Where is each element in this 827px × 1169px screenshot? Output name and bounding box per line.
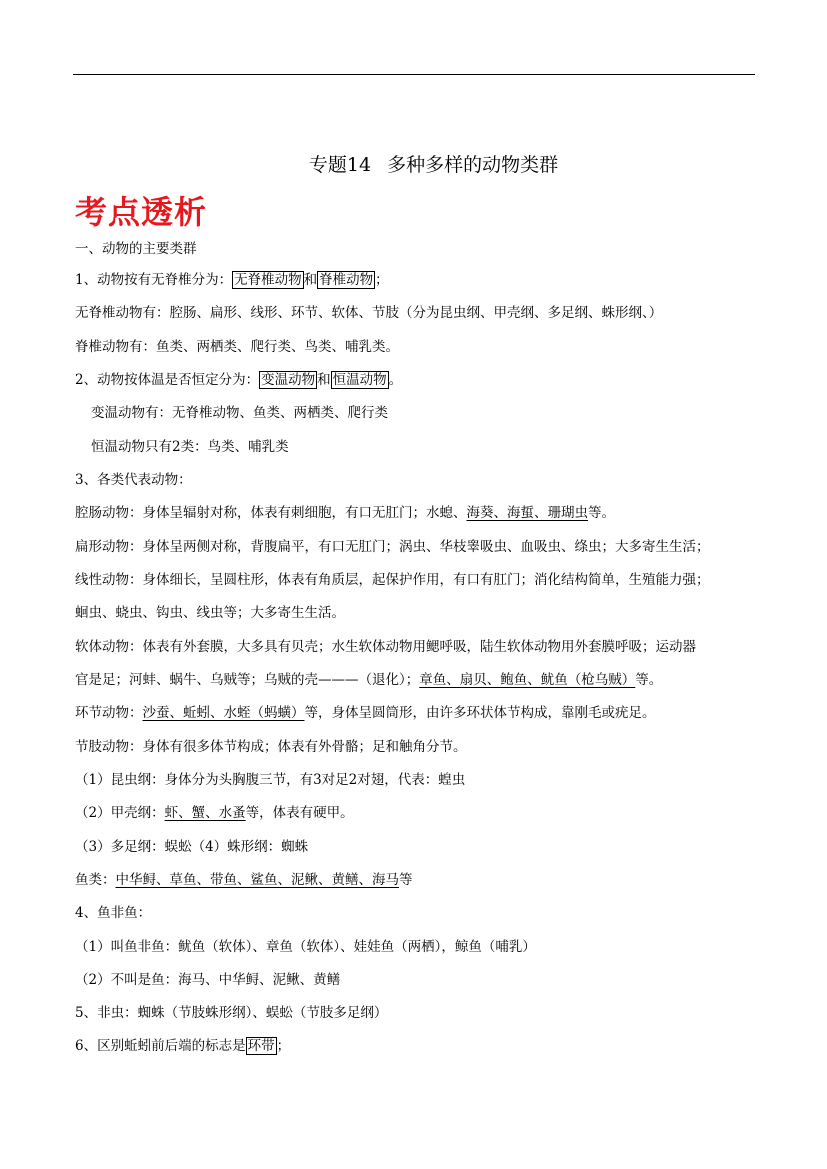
line-fish-not-named-fish: （2）不叫是鱼：海马、中华鲟、泥鳅、黄鳝 — [75, 972, 341, 988]
line-platyhelminthes: 扁形动物：身体呈两侧对称，背腹扁平，有口无肛门；涡虫、华枝睾吸虫、血吸虫、绦虫；大多寄生生活； — [75, 539, 710, 555]
underlined-answer: 海葵、海蜇、珊瑚虫 — [466, 505, 588, 521]
underlined-answer: 章鱼、扇贝、鲍鱼、鱿鱼（枪乌贼） — [419, 672, 636, 688]
line-endotherms: 恒温动物只有2类：鸟类、哺乳类 — [91, 439, 289, 455]
header-rule — [73, 74, 755, 75]
line-nematoda-examples: 蛔虫、蛲虫、钩虫、线虫等；大多寄生生活。 — [75, 605, 345, 621]
answer-box: 变温动物 — [261, 372, 316, 388]
answer-box: 环带 — [247, 1038, 275, 1054]
line-vertebrates: 脊椎动物有：鱼类、两栖类、爬行类、鸟类、哺乳类。 — [75, 339, 399, 355]
line-fish: 鱼类：中华鲟、草鱼、带鱼、鲨鱼、泥鳅、黄鳝、海马等 — [75, 872, 413, 888]
title-prefix: 专题14 — [308, 154, 372, 176]
underlined-answer: 沙蚕、蚯蚓、水蛭（蚂蟥） — [142, 705, 305, 721]
line-mollusca: 软体动物：体表有外套膜，大多具有贝壳；水生软体动物用鳃呼吸，陆生软体动物用外套膜呼吸；运动器 — [75, 639, 696, 655]
answer-box: 无脊椎动物 — [234, 272, 302, 288]
title-main: 多种多样的动物类群 — [387, 154, 559, 176]
answer-box: 恒温动物 — [332, 372, 387, 388]
line-invertebrates: 无脊椎动物有：腔肠、扁形、线形、环节、软体、节肢（分为昆虫纲、甲壳纲、多足纲、蛛形纲、） — [75, 305, 663, 321]
line-myriapoda-arachnida: （3）多足纲：蜈蚣（4）蛛形纲：蜘蛛 — [75, 839, 309, 855]
line-mollusca-examples: 官是足；河蚌、蜗牛、乌贼等；乌贼的壳———（退化）；章鱼、扇贝、鲍鱼、鱿鱼（枪乌贼）等。 — [75, 672, 663, 688]
line-vertebra-classification: 1、动物按有无脊椎分为： 无脊椎动物 和 脊椎动物 ； — [75, 272, 389, 288]
line-cnidaria: 腔肠动物：身体呈辐射对称，体表有刺细胞，有口无肛门；水螅、海葵、海蜇、珊瑚虫等。 — [75, 505, 615, 521]
section-heading: 考点透析 — [75, 193, 208, 231]
line-earthworm-clitellum: 6、区别蚯蚓前后端的标志是 环带 ； — [75, 1038, 291, 1054]
line-named-fish-not-fish: （1）叫鱼非鱼：鱿鱼（软体）、章鱼（软体）、娃娃鱼（两栖），鲸鱼（哺乳） — [75, 939, 536, 955]
line-crustacea: （2）甲壳纲：虾、蟹、水蚤等，体表有硬甲。 — [75, 805, 354, 821]
line-nematoda: 线性动物：身体细长，呈圆柱形，体表有角质层，起保护作用，有口有肛门；消化结构简单，生殖能力强； — [75, 572, 710, 588]
line-not-insects: 5、非虫：蜘蛛（节肢蛛形纲）、蜈蚣（节肢多足纲） — [75, 1005, 388, 1021]
heading-main-groups: 一、动物的主要类群 — [75, 241, 197, 257]
line-temperature-classification: 2、动物按体温是否恒定分为： 变温动物 和 恒温动物 。 — [75, 372, 403, 388]
line-annelida: 环节动物：沙蚕、蚯蚓、水蛭（蚂蟥）等，身体呈圆筒形，由许多环状体节构成，靠刚毛或疣足。 — [75, 705, 656, 721]
heading-fish-or-not: 4、鱼非鱼： — [75, 905, 152, 921]
underlined-answer: 中华鲟、草鱼、带鱼、鲨鱼、泥鳅、黄鳝、海马 — [115, 872, 399, 888]
line-insecta: （1）昆虫纲：身体分为头胸腹三节，有3对足2对翅，代表：蝗虫 — [75, 772, 466, 788]
heading-representative-animals: 3、各类代表动物： — [75, 472, 192, 488]
line-ectotherms: 变温动物有：无脊椎动物、鱼类、两栖类、爬行类 — [91, 405, 388, 421]
answer-box: 脊椎动物 — [319, 272, 374, 288]
line-arthropoda: 节肢动物：身体有很多体节构成；体表有外骨骼；足和触角分节。 — [75, 739, 467, 755]
underlined-answer: 虾、蟹、水蚤 — [164, 805, 246, 821]
page-title — [0, 150, 827, 177]
